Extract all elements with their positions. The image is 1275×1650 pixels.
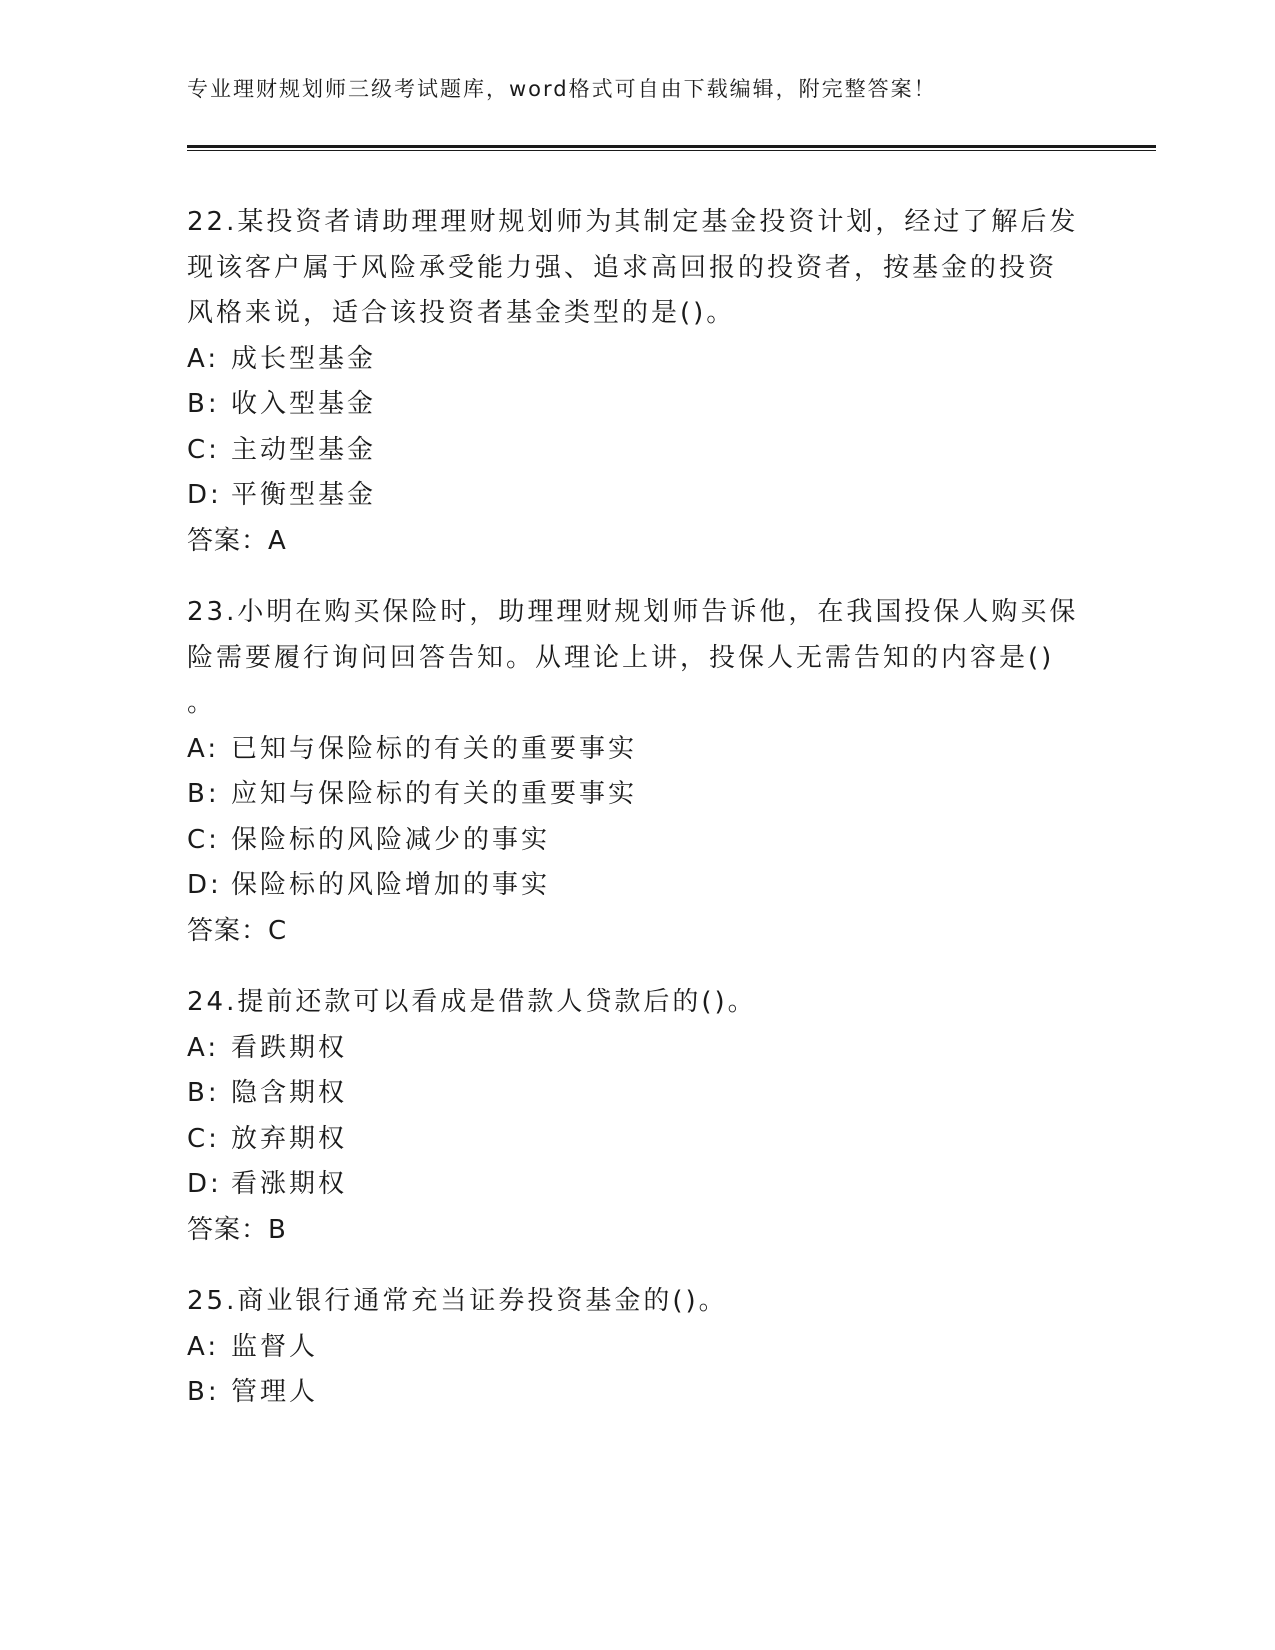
option-letter: C: (187, 1123, 220, 1154)
question-stem-line: 险需要履行询问回答告知。从理论上讲，投保人无需告知的内容是() (187, 642, 1055, 673)
option-letter: B: (187, 389, 220, 419)
question-22 (187, 200, 1087, 564)
option-text: 主动型基金 (231, 434, 377, 465)
question-23 (187, 590, 1087, 954)
option-text: 放弃期权 (231, 1123, 348, 1154)
option-b (187, 382, 1087, 428)
option-letter: C: (187, 434, 220, 465)
option-d (187, 473, 1087, 519)
option-letter: A: (187, 343, 220, 374)
option-text: 监督人 (231, 1331, 319, 1362)
option-text: 平衡型基金 (231, 480, 377, 510)
option-c (187, 818, 1087, 864)
option-d (187, 1162, 1087, 1208)
question-25 (187, 1279, 1087, 1416)
option-letter: D: (187, 870, 222, 900)
option-text: 应知与保险标的有关的重要事实 (231, 779, 638, 809)
option-text: 已知与保险标的有关的重要事实 (231, 733, 638, 764)
option-letter: A: (187, 733, 220, 764)
question-stem-line: 。 (187, 688, 217, 718)
question-list (187, 200, 1087, 1442)
document-header: 专业理财规划师三级考试题库，word格式可自由下载编辑，附完整答案！ (187, 77, 937, 101)
option-text: 保险标的风险增加的事实 (231, 870, 551, 900)
option-a (187, 1026, 1087, 1072)
option-a (187, 727, 1087, 773)
option-d (187, 863, 1087, 909)
header-divider (187, 145, 1156, 151)
option-text: 成长型基金 (231, 343, 377, 374)
option-letter: A: (187, 1331, 220, 1362)
option-a (187, 1325, 1087, 1371)
option-c (187, 428, 1087, 474)
option-letter: B: (187, 1377, 220, 1407)
option-text: 看跌期权 (231, 1032, 348, 1063)
option-b (187, 772, 1087, 818)
question-stem-line: 24.提前还款可以看成是借款人贷款后的()。 (187, 987, 757, 1017)
question-stem-line: 22.某投资者请助理理财规划师为其制定基金投资计划，经过了解后发 (187, 207, 1079, 237)
option-letter: D: (187, 480, 222, 510)
option-text: 保险标的风险减少的事实 (231, 824, 551, 855)
question-24 (187, 980, 1087, 1253)
answer-line: 答案：A (187, 525, 287, 556)
question-stem-line: 现该客户属于风险承受能力强、追求高回报的投资者，按基金的投资 (187, 252, 1058, 283)
option-text: 隐含期权 (231, 1078, 348, 1108)
option-b (187, 1370, 1087, 1416)
option-a (187, 337, 1087, 383)
option-letter: B: (187, 779, 220, 809)
option-text: 看涨期权 (231, 1169, 348, 1199)
question-stem-line: 风格来说，适合该投资者基金类型的是()。 (187, 298, 736, 328)
option-letter: B: (187, 1078, 220, 1108)
option-letter: A: (187, 1032, 220, 1063)
question-stem-line: 23.小明在购买保险时，助理理财规划师告诉他，在我国投保人购买保 (187, 597, 1079, 627)
answer-line: 答案：C (187, 915, 288, 946)
option-letter: C: (187, 824, 220, 855)
option-letter: D: (187, 1169, 222, 1199)
option-text: 管理人 (231, 1377, 319, 1407)
option-c (187, 1117, 1087, 1163)
question-stem-line: 25.商业银行通常充当证券投资基金的()。 (187, 1286, 728, 1316)
option-b (187, 1071, 1087, 1117)
option-text: 收入型基金 (231, 389, 377, 419)
answer-line: 答案：B (187, 1214, 287, 1245)
